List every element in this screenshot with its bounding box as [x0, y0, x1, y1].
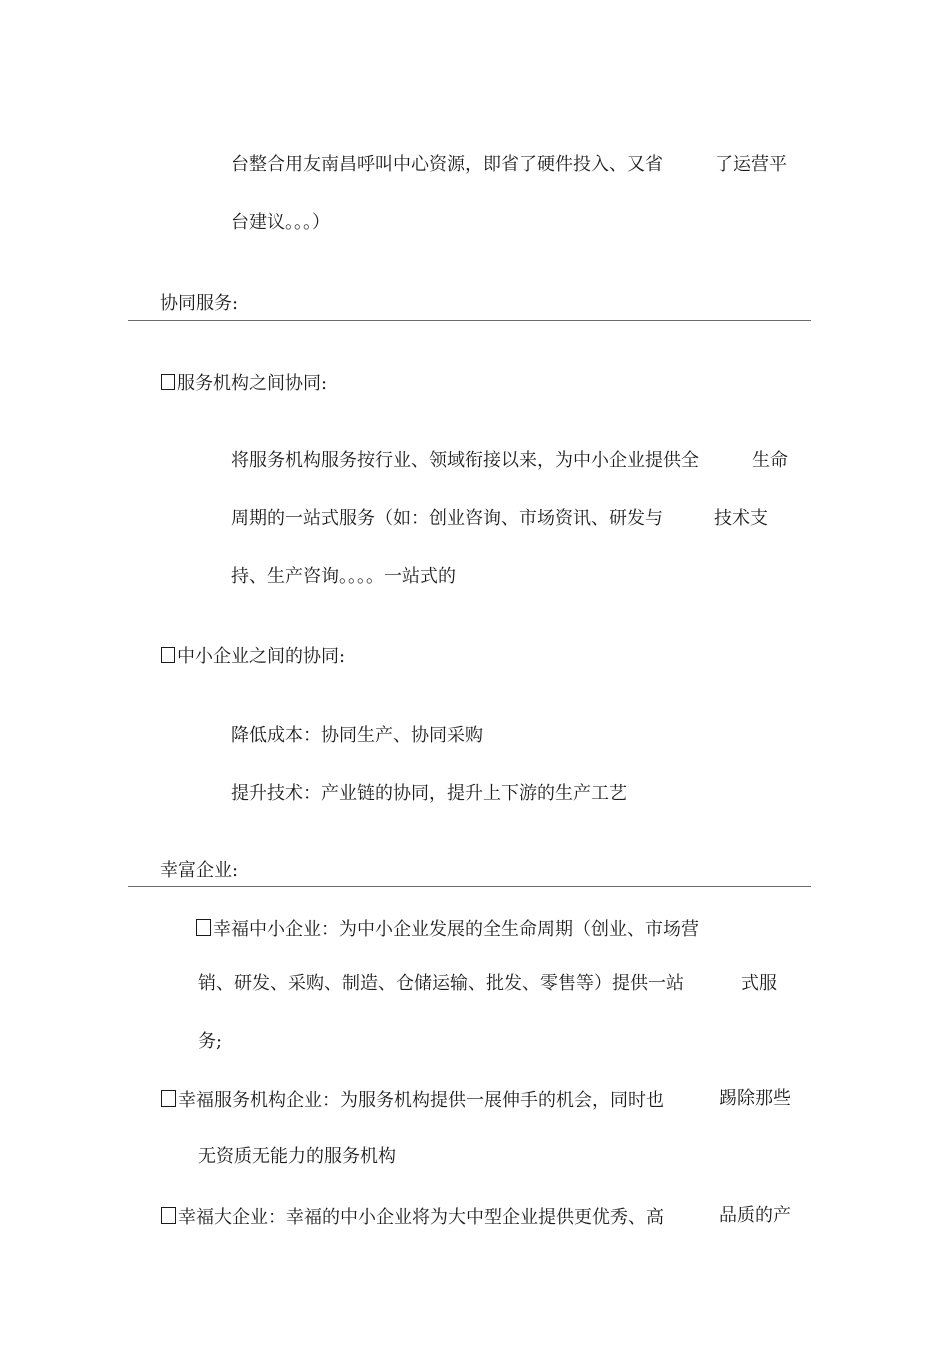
collab-bullet-2	[161, 647, 345, 666]
intro-line-2: 台建议。。。）	[231, 212, 330, 233]
section-heading-collab: 协同服务:	[160, 293, 239, 314]
happy-item-2-line-1b: 踢除那些	[719, 1088, 791, 1109]
intro-line-1a: 台整合用友南昌呼叫中心资源，即省了硬件投入、又省	[231, 154, 663, 175]
section-divider-happy	[128, 886, 811, 887]
happy-item-3-line-1b: 品质的产	[719, 1205, 791, 1226]
collab-bullet-2-label: 中小企业之间的协同:	[177, 646, 346, 667]
collab-bullet-2-line-1: 降低成本：协同生产、协同采购	[231, 725, 483, 746]
happy-item-2-line-1	[161, 1090, 664, 1110]
checkbox-square-icon	[161, 1090, 176, 1107]
happy-item-1-line-2b: 式服	[741, 973, 777, 994]
happy-item-2-text: 幸福服务机构企业：为服务机构提供一展伸手的机会，同时也	[178, 1090, 664, 1111]
happy-item-3-text: 幸福大企业：幸福的中小企业将为大中型企业提供更优秀、高	[178, 1207, 664, 1228]
collab-bullet-2-line-2: 提升技术：产业链的协同，提升上下游的生产工艺	[231, 783, 627, 804]
happy-item-1-text: 幸福中小企业：为中小企业发展的全生命周期（创业、市场营	[213, 919, 699, 940]
happy-item-2-line-2: 无资质无能力的服务机构	[198, 1146, 396, 1167]
checkbox-square-icon	[161, 374, 175, 390]
collab-bullet-1-line-1b: 生命	[752, 450, 788, 471]
happy-item-1-line-3: 务;	[198, 1031, 223, 1052]
collab-bullet-1-label: 服务机构之间协同:	[177, 373, 328, 394]
intro-line-1b: 了运营平	[715, 154, 787, 175]
checkbox-square-icon	[161, 1207, 176, 1224]
checkbox-square-icon	[161, 647, 175, 663]
happy-item-1-line-1	[196, 919, 699, 939]
collab-bullet-1-line-3: 持、生产咨询。。。。一站式的	[231, 566, 456, 587]
happy-item-1-line-2a: 销、研发、采购、制造、仓储运输、批发、零售等）提供一站	[198, 973, 684, 994]
checkbox-square-icon	[196, 919, 211, 936]
section-divider-collab	[128, 320, 811, 321]
collab-bullet-1	[161, 374, 327, 393]
collab-bullet-1-line-2b: 技术支	[714, 508, 768, 529]
happy-item-3-line-1	[161, 1207, 664, 1227]
section-heading-happy: 幸富企业:	[160, 860, 239, 881]
collab-bullet-1-line-1a: 将服务机构服务按行业、领域衔接以来，为中小企业提供全	[231, 450, 699, 471]
collab-bullet-1-line-2a: 周期的一站式服务（如：创业咨询、市场资讯、研发与	[231, 508, 663, 529]
